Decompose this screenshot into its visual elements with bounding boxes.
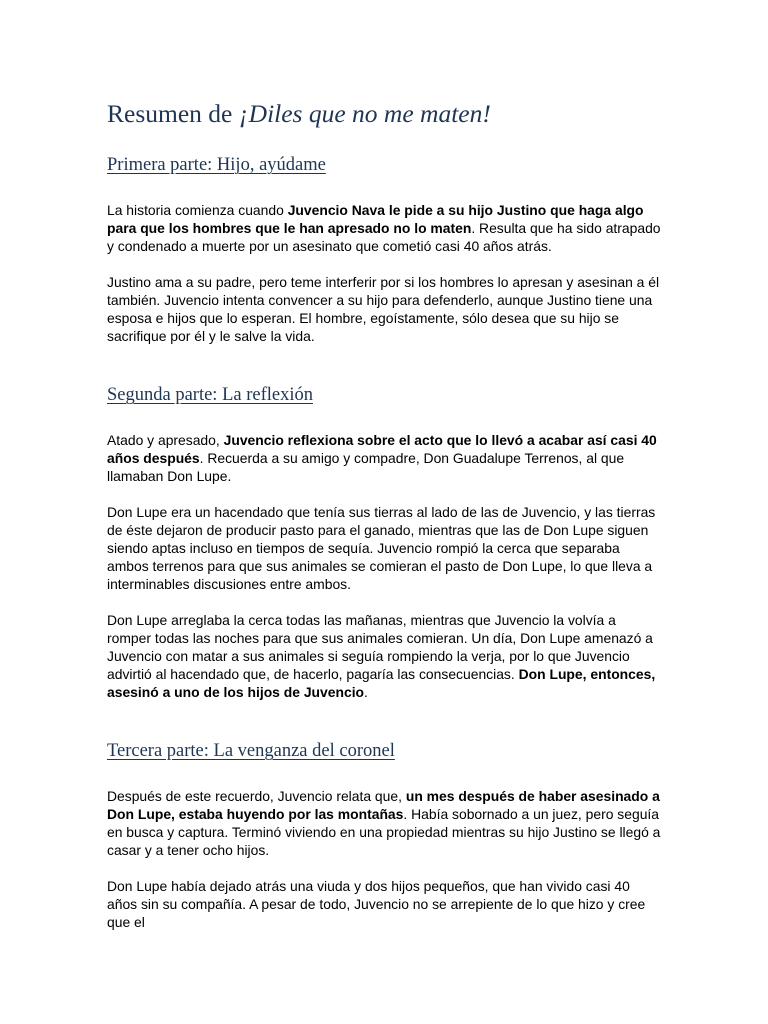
- title-prefix: Resumen de: [107, 99, 239, 128]
- paragraph: [107, 431, 663, 485]
- paragraph-bold-text: Juvencio Nava le pide a su hijo Justino que haga algo para que los hombres que le han apresado no lo maten: [107, 202, 644, 236]
- paragraph-text: La historia comienza cuando: [107, 202, 288, 218]
- section-heading-primera-parte: Primera parte: Hijo, ayúdame: [107, 155, 326, 175]
- paragraph-bold-text: Don Lupe, entonces, asesinó a uno de los hijos de Juvencio: [107, 666, 656, 700]
- paragraph-text: . Había sobornado a un juez, pero seguía en busca y captura. Terminó viviendo en una propiedad mientras su hijo Justino se llegó a casar y a tener ocho hijos.: [107, 806, 661, 858]
- paragraph-text: Don Lupe había dejado atrás una viuda y dos hijos pequeños, que han vivido casi 40 años sin su compañía. A pesar de todo, Juvencio no se arrepiente de lo que hizo y cree que el: [107, 878, 646, 930]
- document-page: [107, 92, 663, 931]
- paragraph-text: . Resulta que ha sido atrapado y condenado a muerte por un asesinato que cometió casi 40 años atrás.: [107, 220, 661, 254]
- section-heading-segunda-parte: Segunda parte: La reflexión: [107, 385, 313, 405]
- paragraph: [107, 201, 663, 255]
- paragraph-bold-text: Juvencio reflexiona sobre el acto que lo llevó a acabar así casi 40 años después: [107, 432, 657, 466]
- paragraph-text: Después de este recuerdo, Juvencio relata que,: [107, 788, 406, 804]
- paragraph-text: Don Lupe era un hacendado que tenía sus tierras al lado de las de Juvencio, y las tierras de éste dejaron de producir pasto para el ganado, mientras que las de Don Lupe siguen siendo aptas incluso en tiempos de sequía. Juvencio rompió la cerca que separaba ambos terrenos para que sus animales se comieran el pasto de Don Lupe, lo que lleva a interminables discusiones entre ambos.: [107, 504, 656, 592]
- paragraph-text: Justino ama a su padre, pero teme interferir por si los hombres lo apresan y asesinan a él también. Juvencio intenta convencer a su hijo para defenderlo, aunque Justino tiene una esposa e hijos que lo esperan. El hombre, egoístamente, sólo desea que su hijo se sacrifique por él y le salve la vida.: [107, 274, 660, 344]
- paragraph: [107, 611, 663, 701]
- paragraph-text: . Recuerda a su amigo y compadre, Don Guadalupe Terrenos, al que llamaban Don Lupe.: [107, 450, 625, 484]
- paragraph-bold-text: un mes después de haber asesinado a Don Lupe, estaba huyendo por las montañas: [107, 788, 660, 822]
- document-title: [107, 96, 663, 132]
- paragraph-text: Atado y apresado,: [107, 432, 224, 448]
- paragraph: [107, 273, 663, 345]
- paragraph: [107, 787, 663, 859]
- section-heading-tercera-parte: Tercera parte: La venganza del coronel: [107, 741, 395, 761]
- paragraph: [107, 877, 663, 931]
- paragraph-text: .: [364, 684, 368, 700]
- paragraph-text: Don Lupe arreglaba la cerca todas las mañanas, mientras que Juvencio la volvía a romper todas las noches para que sus animales comieran. Un día, Don Lupe amenazó a Juvencio con matar a sus animales si seguía rompiendo la verja, por lo que Juvencio advirtió al hacendado que, de hacerlo, pagaría las consecuencias.: [107, 612, 653, 682]
- title-italic: ¡Diles que no me maten!: [238, 99, 491, 128]
- paragraph: [107, 503, 663, 593]
